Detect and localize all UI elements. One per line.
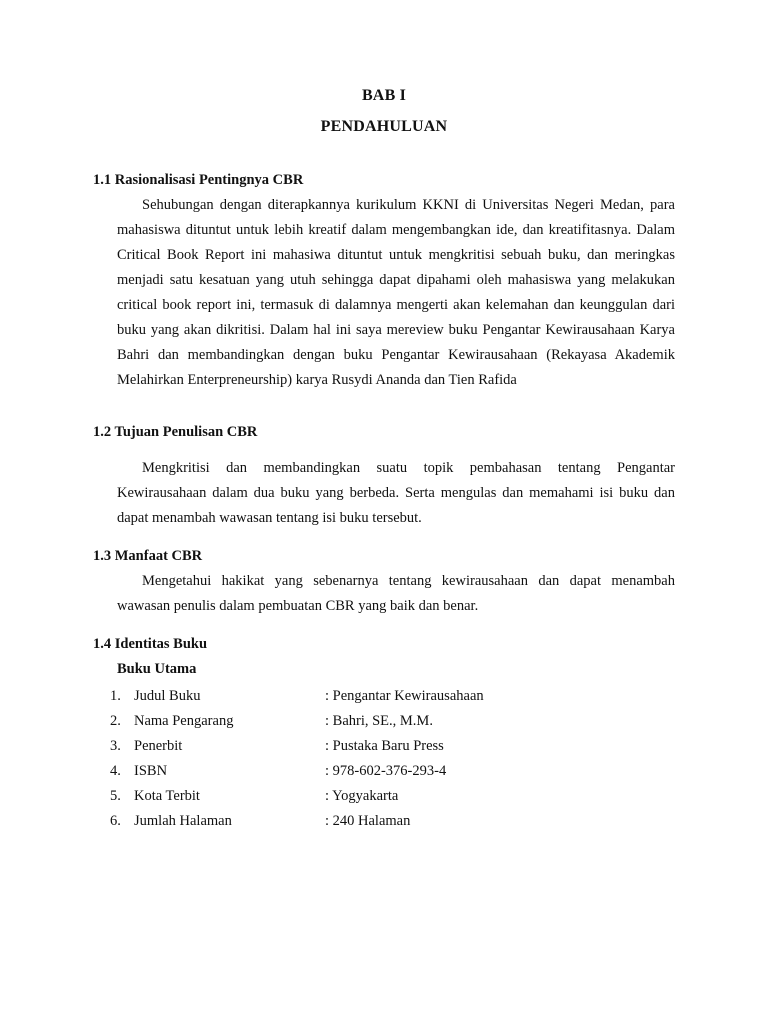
list-item xyxy=(110,684,530,709)
list-number: 1. xyxy=(110,688,121,704)
subheading-buku-utama: Buku Utama xyxy=(117,661,197,677)
chapter-title: PENDAHULUAN xyxy=(320,118,448,135)
field-label: Nama Pengarang xyxy=(134,713,234,729)
book-identity-list xyxy=(110,684,530,834)
field-label: ISBN xyxy=(134,763,168,779)
list-item xyxy=(110,734,530,759)
section-heading-rasionalisasi: 1.1 Rasionalisasi Pentingnya CBR xyxy=(93,172,304,188)
field-label: Kota Terbit xyxy=(134,788,200,804)
field-label: Judul Buku xyxy=(134,688,201,704)
list-number: 6. xyxy=(110,813,121,829)
list-number: 5. xyxy=(110,788,121,804)
list-number: 2. xyxy=(110,713,121,729)
field-value: : 240 Halaman xyxy=(325,813,411,829)
section-heading-manfaat: 1.3 Manfaat CBR xyxy=(93,548,203,564)
list-item xyxy=(110,809,530,834)
list-item xyxy=(110,709,530,734)
field-value: : Pustaka Baru Press xyxy=(325,738,444,754)
list-item xyxy=(110,759,530,784)
section-paragraph-tujuan: Mengkritisi dan membandingkan suatu topik pembahasan tentang Pengantar Kewirausahaan dalam dua buku yang berbeda. Serta mengulas dan memahami isi buku dan dapat menambah wawasan tentang isi buku tersebut. xyxy=(117,460,675,526)
list-number: 4. xyxy=(110,763,121,779)
field-label: Penerbit xyxy=(134,738,183,754)
list-number: 3. xyxy=(110,738,121,754)
field-value: : Pengantar Kewirausahaan xyxy=(325,688,484,704)
list-item xyxy=(110,784,530,809)
section-heading-identitas: 1.4 Identitas Buku xyxy=(93,636,208,652)
field-value: : Yogyakarta xyxy=(325,788,399,804)
section-heading-tujuan: 1.2 Tujuan Penulisan CBR xyxy=(93,424,258,440)
field-label: Jumlah Halaman xyxy=(134,813,232,829)
section-paragraph-rasionalisasi: Sehubungan dengan diterapkannya kurikulum KKNI di Universitas Negeri Medan, para mahasiswa dituntut untuk lebih kreatif dalam mengembangkan ide, dan kreatifitasnya. Dalam Critical Book Report ini mahasiwa dituntut untuk mengkritisi sebuah buku, dan meringkas menjadi satu kesatuan yang utuh sehingga dapat dipahami oleh mahasiswa yang melakukan critical book report ini, termasuk di dalamnya mengerti akan kelemahan dan keunggulan dari buku yang akan dikritisi. Dalam hal ini saya mereview buku Pengantar Kewirausahaan Karya Bahri dan membandingkan dengan buku Pengantar Kewirausahaan (Rekayasa Akademik Melahirkan Enterpreneurship) karya Rusydi Ananda dan Tien Rafida xyxy=(117,197,675,388)
section-paragraph-manfaat: Mengetahui hakikat yang sebenarnya tentang kewirausahaan dan dapat menambah wawasan penulis dalam pembuatan CBR yang baik dan benar. xyxy=(117,573,675,614)
field-value: : 978-602-376-293-4 xyxy=(325,763,447,779)
field-value: : Bahri, SE., M.M. xyxy=(325,713,433,729)
chapter-number: BAB I xyxy=(361,87,407,104)
